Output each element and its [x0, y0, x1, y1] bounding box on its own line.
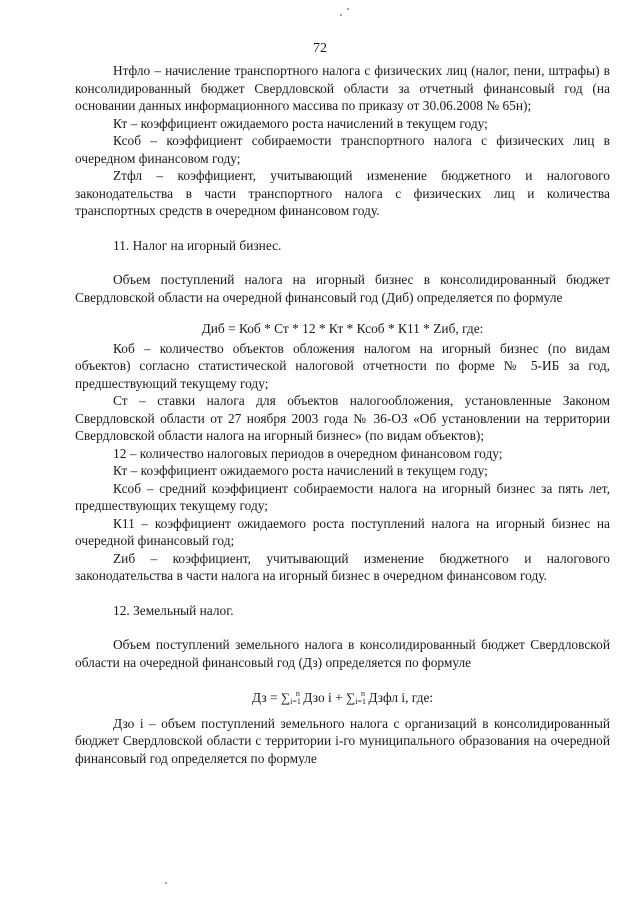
- scan-speck: [340, 14, 342, 16]
- definition-dzo: Дзо i – объем поступлений земельного налога с организаций в консолидированный бюджет Свердловской области с территории i-го муниципального образования на очередной финансовый год определяется по формуле: [75, 715, 610, 766]
- sum-lower: i=1: [290, 697, 301, 706]
- scan-speck: [347, 8, 349, 10]
- definition-k11: К11 – коэффициент ожидаемого роста поступлений налога на игорный бизнес на очередной финансовый год;: [75, 515, 610, 548]
- formula-term-dzo: Дзо i: [303, 690, 332, 705]
- formula-lhs: Дз =: [251, 690, 281, 705]
- paragraph-ksob: Ксоб – коэффициент собираемости транспортного налога с физических лиц в очередном финансовом году;: [75, 133, 610, 166]
- definition-kt: Кт – коэффициент ожидаемого роста начислений в текущем году;: [113, 463, 488, 478]
- formula-plus: +: [331, 690, 346, 705]
- sum-upper: n: [360, 689, 365, 698]
- paragraph-kt: Кт – коэффициент ожидаемого роста начислений в текущем году;: [113, 115, 488, 131]
- page-number: 72: [313, 41, 327, 56]
- sum-sign: ∑: [280, 690, 291, 705]
- formula-dz: [75, 685, 610, 711]
- section-11-intro: Объем поступлений налога на игорный бизнес в консолидированный бюджет Свердловской области на очередной финансовый год (Диб) определяется по формуле: [75, 272, 610, 305]
- section-12-intro: Объем поступлений земельного налога в консолидированный бюджет Свердловской области на очередной финансовый год (Дз) определяется по формуле: [75, 637, 610, 670]
- definition-zib: Zиб – коэффициент, учитывающий изменение бюджетного и налогового законодательства в части налога на игорный бизнес в очередном финансовом году.: [75, 550, 610, 583]
- paragraph-ntflo: Нтфло – начисление транспортного налога с физических лиц (налог, пени, штрафы) в консолидированный бюджет Свердловской области за отчетный финансовый год (на основании данных информационного массива по приказу от 30.06.2008 № 65н);: [75, 63, 610, 113]
- definition-kob: Коб – количество объектов обложения налогом на игорный бизнес (по видам объектов) согласно статистической налоговой отчетности по форме № 5-ИБ за год, предшествующий текущему году;: [75, 340, 610, 391]
- scan-speck: [165, 882, 167, 884]
- sum-lower: i=1: [355, 697, 366, 706]
- formula-dib: Диб = Коб * Ст * 12 * Кт * Ксоб * К11 * Zиб, где:: [201, 321, 484, 336]
- section-12-heading: 12. Земельный налог.: [113, 602, 234, 618]
- document-body: [75, 62, 610, 767]
- section-11-heading: 11. Налог на игорный бизнес.: [113, 237, 282, 253]
- formula-tail: , где:: [405, 690, 434, 705]
- definition-st: Ст – ставки налога для объектов налогообложения, установленные Законом Свердловской области от 27 ноября 2003 года № 36-ОЗ «Об установлении на территории Свердловской области налога на игорный бизнес» (по видам объектов);: [75, 393, 610, 443]
- sum-upper: n: [295, 689, 300, 698]
- definition-12: 12 – количество налоговых периодов в очередном финансовом году;: [113, 445, 503, 461]
- definition-ksob: Ксоб – средний коэффициент собираемости налога на игорный бизнес за пять лет, предшествующих текущему году;: [75, 480, 610, 513]
- formula-term-dzfl: Дзфл i: [368, 690, 406, 705]
- paragraph-ztfl: Zтфл – коэффициент, учитывающий изменение бюджетного и налогового законодательства в части транспортного налога с физических лиц и количества транспортных средств в очередном финансовом году.: [75, 168, 610, 218]
- sum-sign: ∑: [345, 690, 356, 705]
